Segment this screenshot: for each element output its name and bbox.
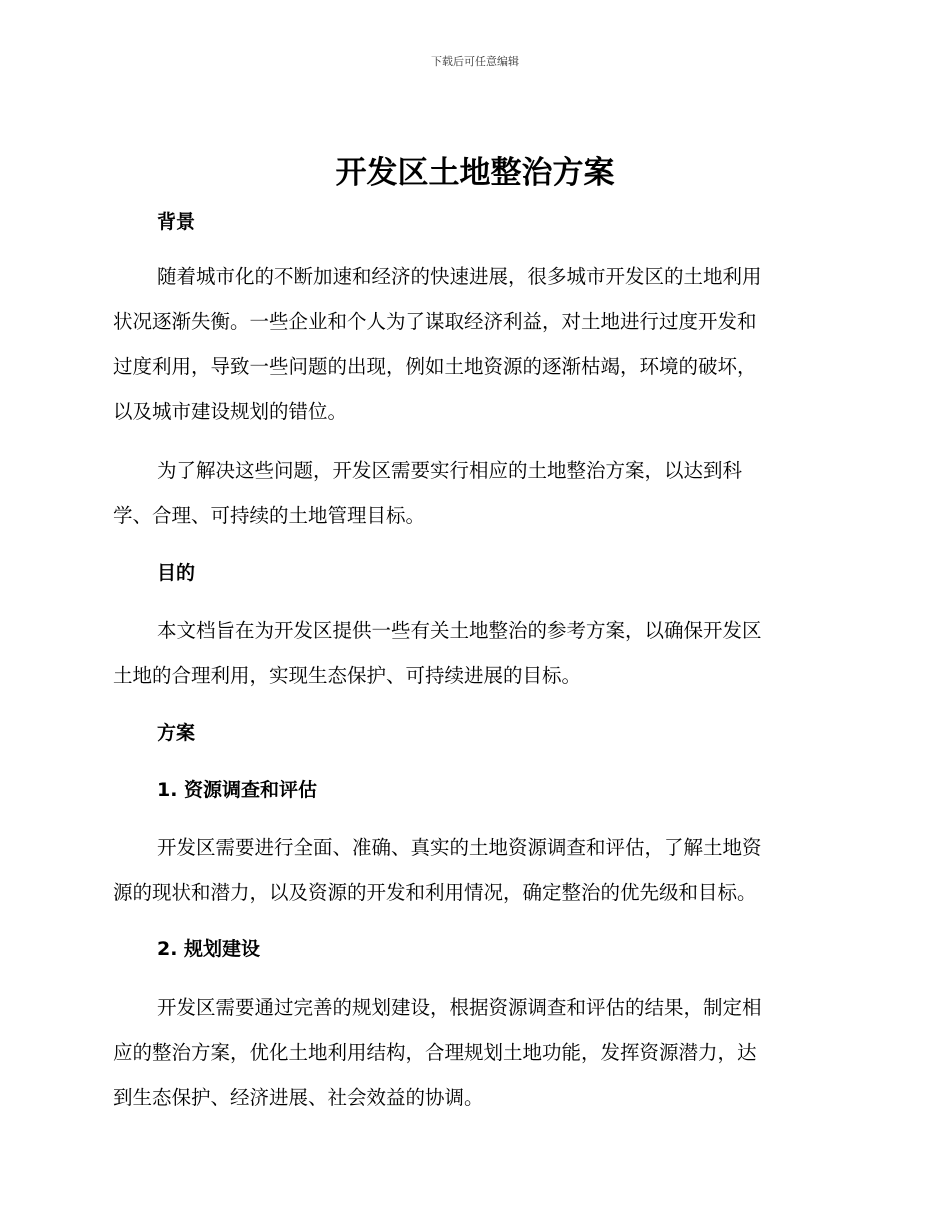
subsection-heading-planning: 2. 规划建设 [157, 938, 261, 960]
paragraph-line: 源的现状和潜力，以及资源的开发和利用情况，确定整治的优先级和目标。 [113, 881, 757, 904]
paragraph-purpose-1 [113, 608, 833, 698]
document-title: 开发区土地整治方案 [335, 155, 615, 191]
paragraph-background-2 [113, 448, 833, 538]
paragraph-line: 学、合理、可持续的土地管理目标。 [113, 504, 426, 527]
paragraph-line: 状况逐渐失衡。一些企业和个人为了谋取经济利益，对土地进行过度开发和 [113, 310, 757, 333]
section-heading-plan: 方案 [157, 722, 196, 744]
paragraph-background-1 [113, 254, 833, 434]
subsection-heading-survey: 1. 资源调查和评估 [157, 779, 318, 801]
paragraph-line: 土地的合理利用，实现生态保护、可持续进展的目标。 [113, 664, 582, 687]
paragraph-line: 随着城市化的不断加速和经济的快速进展，很多城市开发区的土地利用 [157, 265, 762, 288]
paragraph-line: 本文档旨在为开发区提供一些有关土地整治的参考方案，以确保开发区 [157, 619, 762, 642]
paragraph-line: 以及城市建设规划的错位。 [113, 400, 348, 423]
paragraph-planning-1 [113, 985, 833, 1120]
paragraph-line: 开发区需要进行全面、准确、真实的土地资源调查和评估，了解土地资 [157, 836, 762, 859]
section-heading-background: 背景 [157, 211, 196, 233]
paragraph-line: 应的整治方案，优化土地利用结构，合理规划土地功能，发挥资源潜力，达 [113, 1041, 757, 1064]
section-heading-purpose: 目的 [157, 562, 196, 584]
page-header-note: 下载后可任意编辑 [431, 55, 519, 68]
paragraph-line: 开发区需要通过完善的规划建设，根据资源调查和评估的结果，制定相 [157, 996, 762, 1019]
paragraph-survey-1 [113, 825, 833, 915]
paragraph-line: 过度利用，导致一些问题的出现，例如土地资源的逐渐枯竭，环境的破坏， [113, 355, 757, 378]
paragraph-line: 到生态保护、经济进展、社会效益的协调。 [113, 1086, 484, 1109]
paragraph-line: 为了解决这些问题，开发区需要实行相应的土地整治方案，以达到科 [157, 459, 743, 482]
